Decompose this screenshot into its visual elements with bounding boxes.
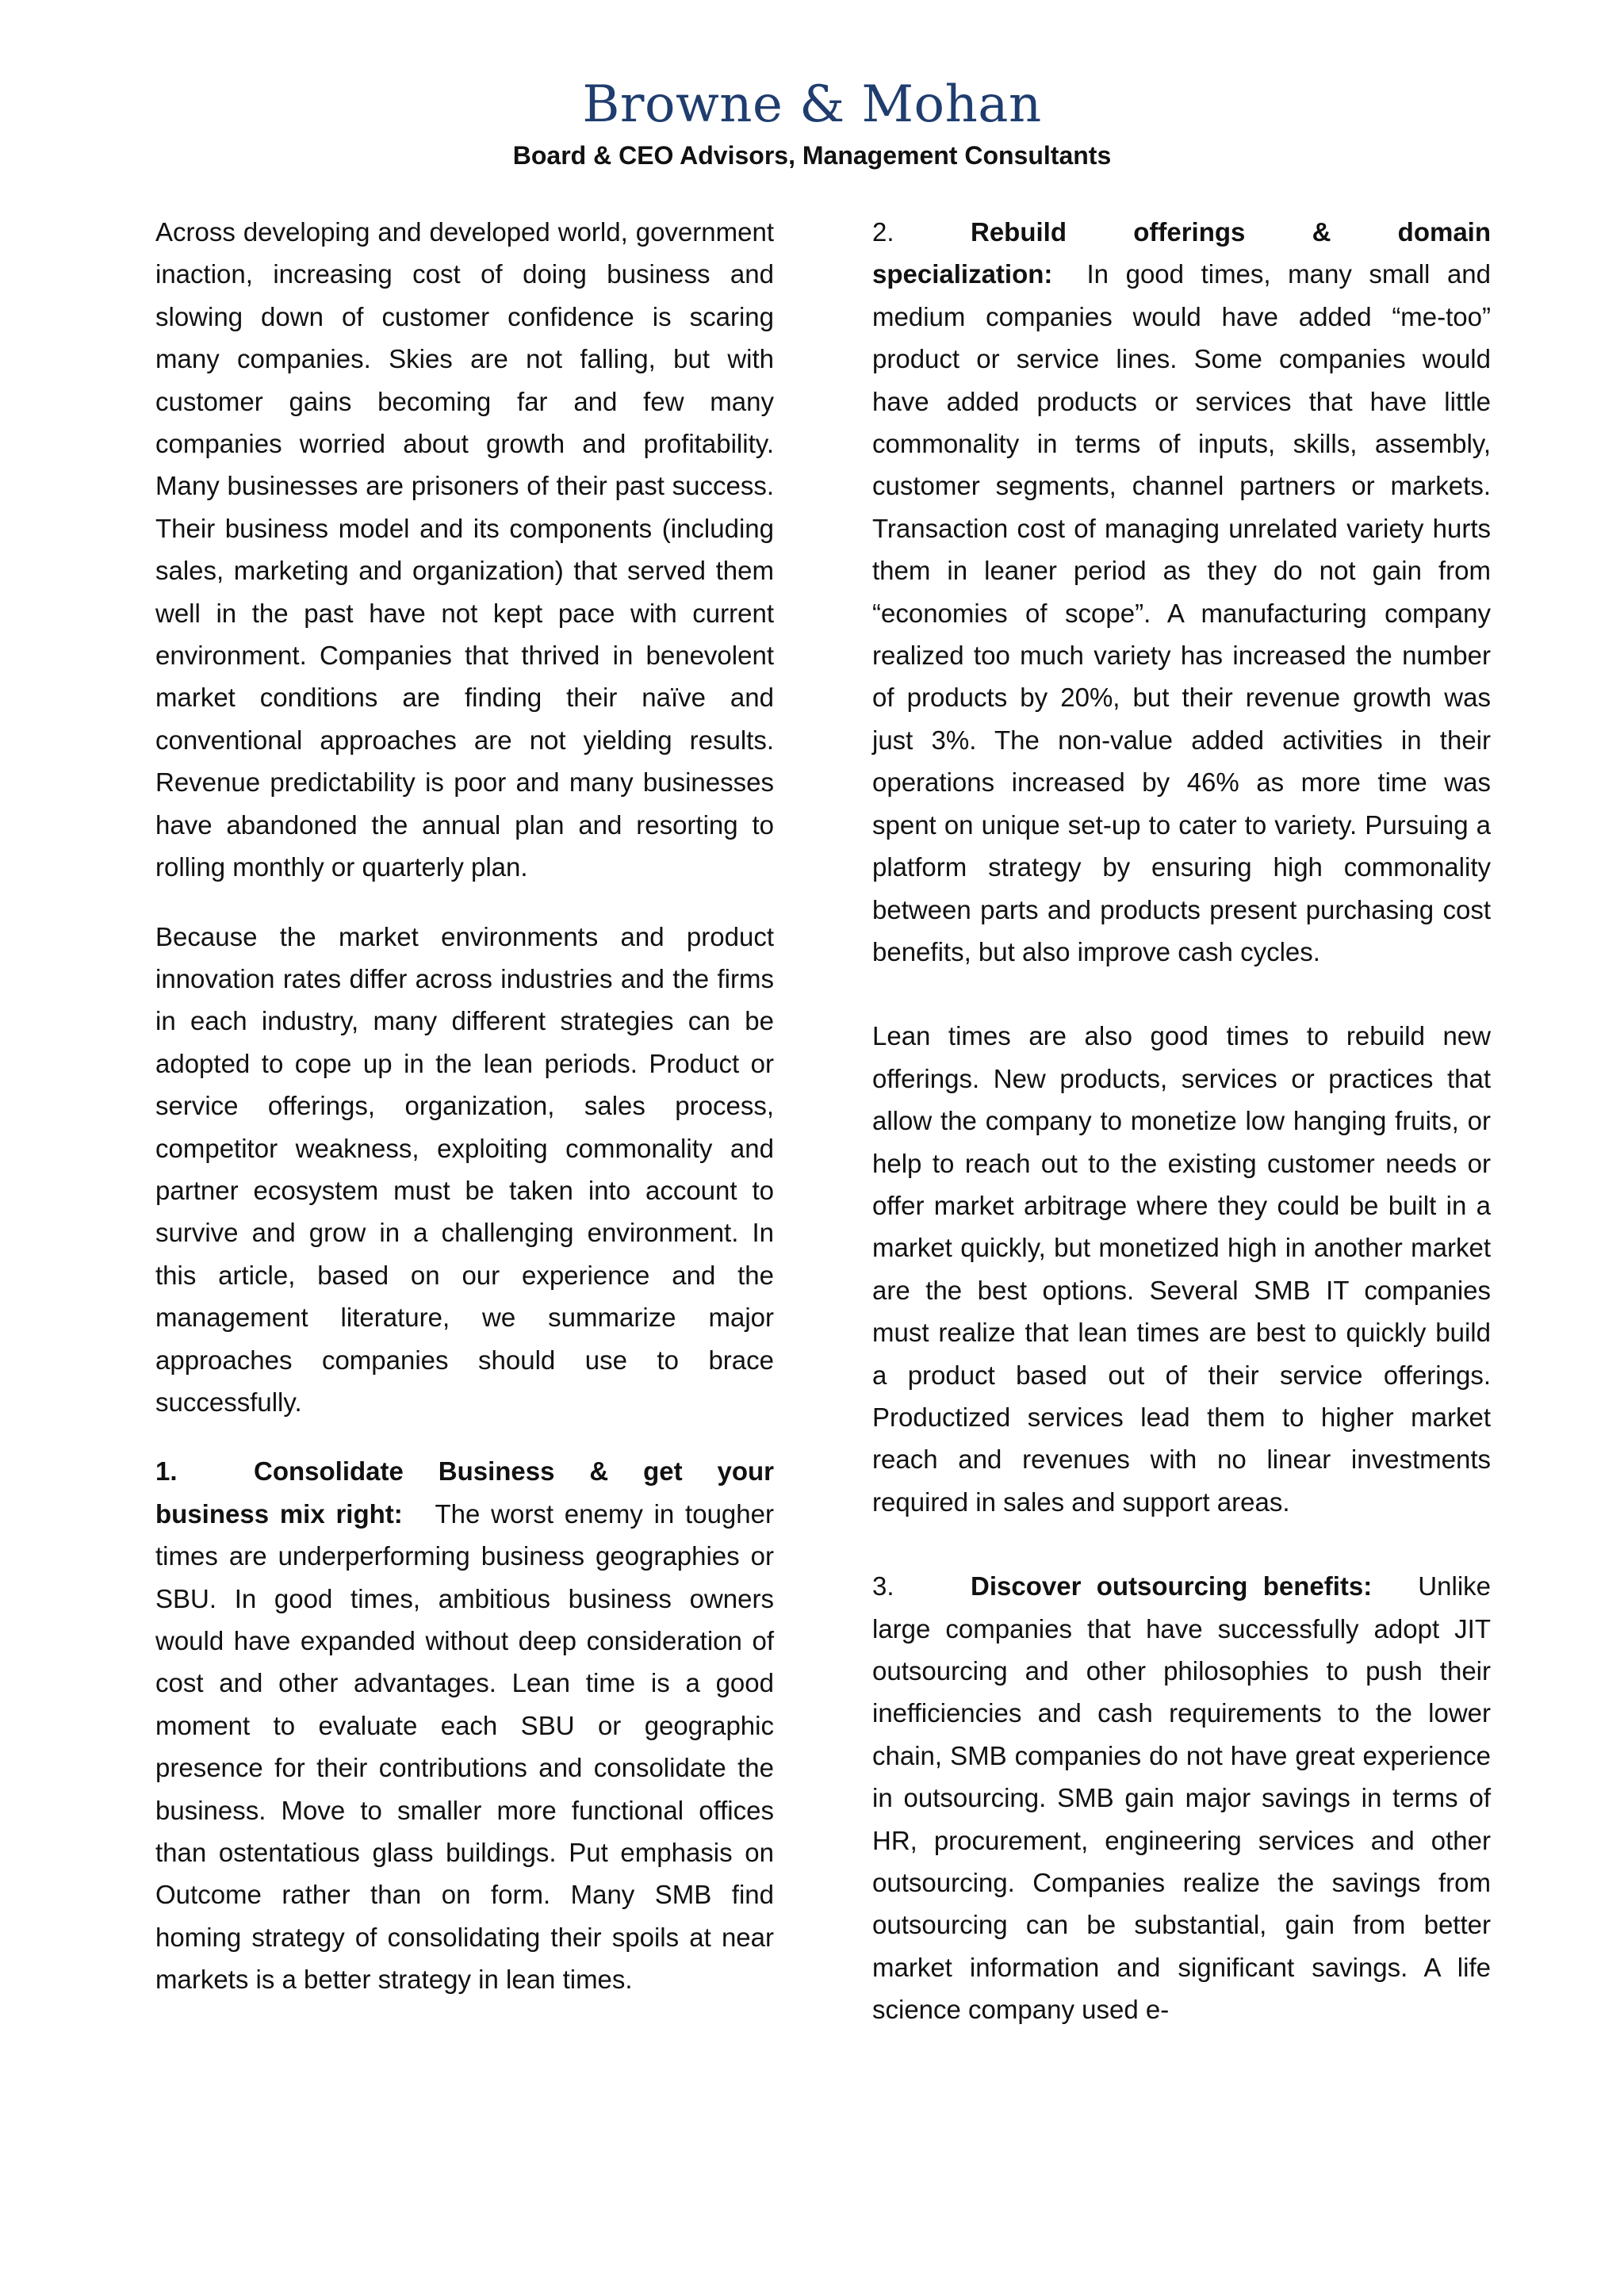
section-2-heading: Rebuild offerings & domain specialization: [872, 217, 1491, 289]
section-3-number: 3. [872, 1571, 894, 1601]
section-3-heading: Discover outsourcing benefits: [971, 1571, 1373, 1601]
brand-title: Browne & Mohan [582, 75, 1042, 134]
masthead [0, 73, 1624, 173]
intro-paragraph-1: Across developing and developed world, government inaction, increasing cost of doing business and slowing down of customer confidence is scaring many companies. Skies are not falling, but with customer gains becoming far and few many companies worried about growth and profitability. Many businesses are prisoners of their past success. Their business model and its components (including sales, marketing and organization) that served them well in the past have not kept pace with current environment. Companies that thrived in benevolent market conditions are finding their naïve and conventional approaches are not yielding results. Revenue predictability is poor and many businesses have abandoned the annual plan and resorting to rolling monthly or quarterly plan. [155, 217, 774, 882]
left-column [155, 211, 774, 2001]
section-2-number: 2. [872, 217, 894, 247]
section-3-paragraph [872, 1565, 1491, 2030]
intro-paragraph-2: Because the market environments and product innovation rates differ across industries and the firms in each industry, many different strategies can be adopted to cope up in the lean periods. Product or service offerings, organization, sales process, competitor weakness, exploiting commonality and partner ecosystem must be taken into account to survive and grow in a challenging environment. In this article, based on our experience and the management literature, we summarize major approaches companies should use to brace successfully. [155, 921, 774, 1417]
section-3-body: Unlike large companies that have successfully adopt JIT outsourcing and other philosophies to push their inefficiencies and cash requirements to the lower chain, SMB companies do not have great experience in outsourcing. SMB gain major savings in terms of HR, procurement, engineering services and other outsourcing. Companies realize the savings from outsourcing can be substantial, gain from better market information and significant savings. A life science company used e- [872, 1571, 1491, 2025]
section-2-paragraph [872, 211, 1491, 973]
lean-times-paragraph: Lean times are also good times to rebuild new offerings. New products, services or practices that allow the company to monetize low hanging fruits, or help to reach out to the existing customer needs or offer market arbitrage where they could be built in a market quickly, but monetized high in another market are the best options. Several SMB IT companies must realize that lean times are best to quickly build a product based out of their service offerings. Productized services lead them to higher market reach and revenues with no linear investments required in sales and support areas. [872, 1021, 1491, 1517]
section-1-number: 1. [155, 1456, 178, 1487]
section-1-heading: Consolidate Business & get your business mix right: [155, 1456, 774, 1529]
section-1-paragraph [155, 1450, 774, 2000]
right-column [872, 211, 1491, 2031]
section-2-body: In good times, many small and medium companies would have added “me-too” product or service lines. Some companies would have added products or services that have little commonality in terms of inputs, skills, assembly, customer segments, channel partners or markets. Transaction cost of managing unrelated variety hurts them in leaner period as they do not gain from “economies of scope”. A manufacturing company realized too much variety has increased the number of products by 20%, but their revenue growth was just 3%. The non-value added activities in their operations increased by 46% as more time was spent on unique set-up to cater to variety. Pursuing a platform strategy by ensuring high commonality between parts and products present purchasing cost benefits, but also improve cash cycles. [872, 259, 1492, 966]
brand-tagline: Board & CEO Advisors, Management Consultants [512, 141, 1112, 170]
section-1-body: The worst enemy in tougher times are underperforming business geographies or SBU. In good times, ambitious business owners would have expanded without deep consideration of cost and other advantages. Lean time is a good moment to evaluate each SBU or geographic presence for their contributions and consolidate the business. Move to smaller more functional offices than ostentatious glass buildings. Put emphasis on Outcome rather than on form. Many SMB find homing strategy of consolidating their spoils at near markets is a better strategy in lean times. [155, 1498, 774, 1995]
